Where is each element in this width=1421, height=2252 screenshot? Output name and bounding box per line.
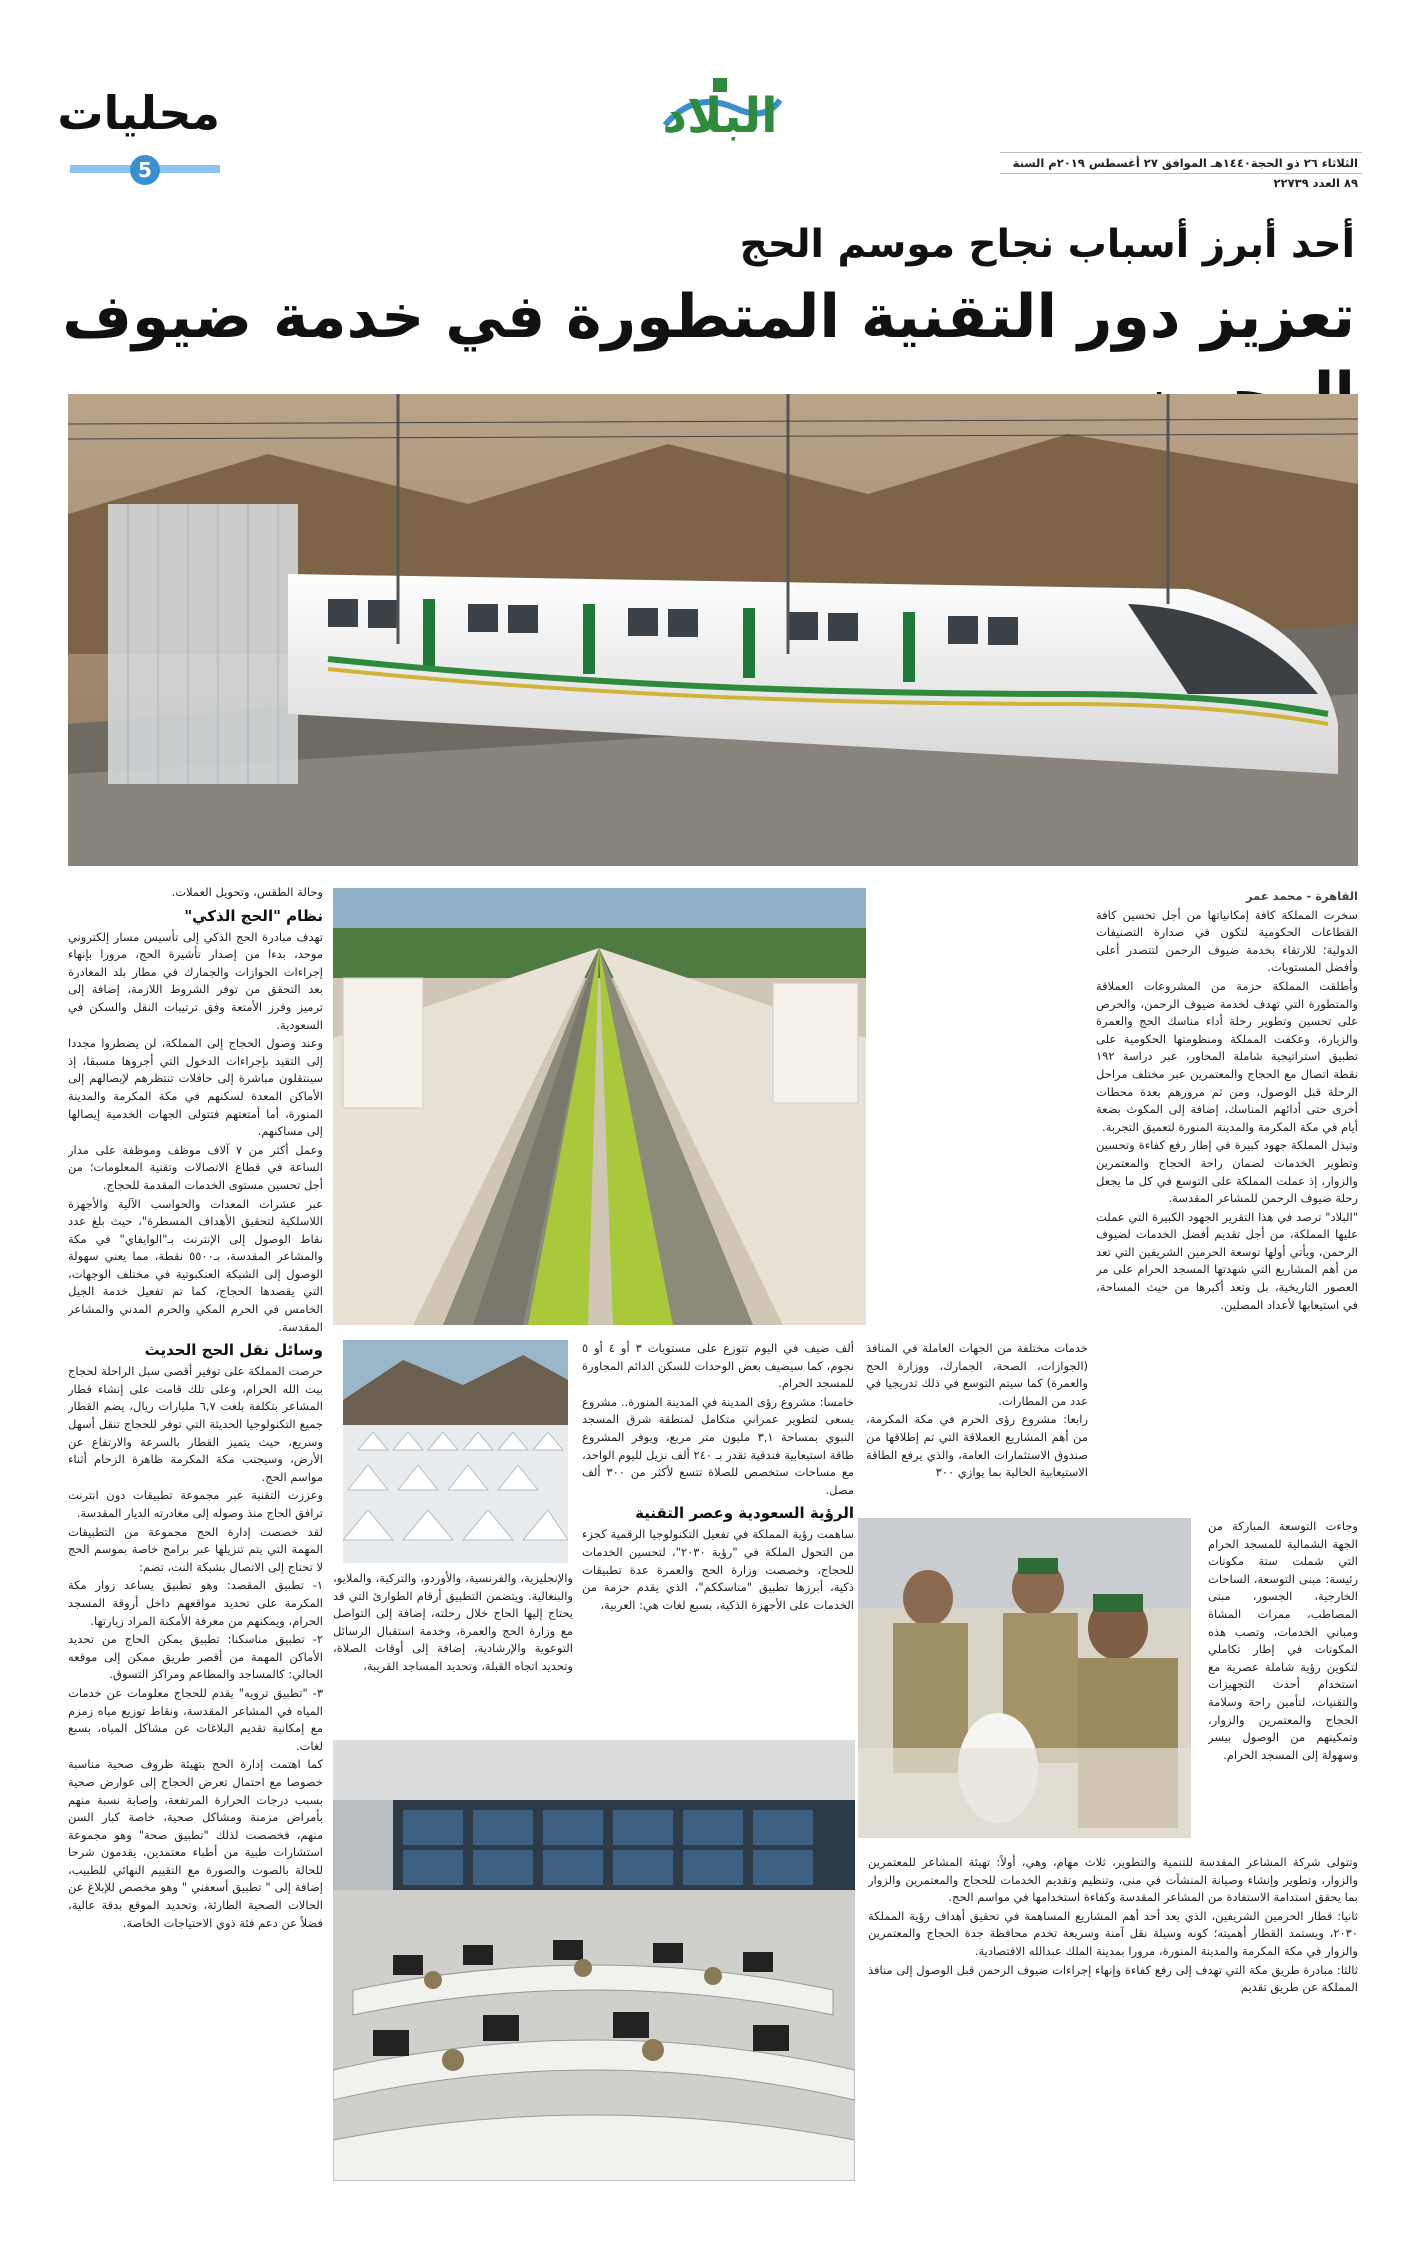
article-column-2: [866, 1340, 1088, 1518]
article-kicker: أحد أبرز أسباب نجاح موسم الحج: [739, 222, 1355, 267]
page-number: 5: [138, 158, 152, 182]
col1-paragraph: ثانيا: قطار الحرمين الشريفين، الذي يعد أحد أهم المشاريع المساهمة في تحقيق أهداف رؤية المملكة ٢٠٣٠، ويستمد القطار أهميته؛ كونه وسيلة نقل آمنة وسريعة تخدم محافظة جدة الحجاج والمعتمرين والزوار في مكة المكرمة والمدينة المنورة، مرورا بمدينة الملك عبدالله الاقتصادية.: [868, 1908, 1358, 1958]
article-headline: تعزيز دور التقنية المتطورة في خدمة ضيوف: [62, 282, 1355, 352]
col5-paragraph: عبر عشرات المعدات والحواسب الآلية والأجهزة اللاسلكية لتحقيق الأهداف المسطرة"، حيث بلغ عدد نقاط الوصول إلى الإنترنت بـ"الوايفاي" في مكة والمشاعر المقدسة، بـ٥٥٠٠ نقطة، مما يعني سهولة الوصول إلى الشبكة العنكبوتية في مختلف الوجهات، التي يقصدها الحجاج، كما تم تفعيل خدمة الجيل الخامس في الحرم المكي والحرم المدني والمشاعر المقدسة.: [68, 1196, 323, 1334]
col3-paragraph: ساهمت رؤية المملكة في تفعيل التكنولوجيا الرقمية كجزء من التحول الملكة في "رؤية ٢٠٣٠"، لتحسين الخدمات للحجاج، وخصصت وزارة الحج والعمرة عدة تطبيقات ذكية، أبرزها تطبيق "مناسككم"، الذي يقدم حزمة من الخدمات على الأجهزة الذكية، بسبع لغات هي: العربية،: [582, 1527, 854, 1612]
col5-paragraph: ٣- "تطبيق ترويه" يقدم للحجاج معلومات عن خدمات المياه في المشاعر المقدسة، ونقاط توزيع مياه زمزم مع إمكانية تقديم البلاغات عن مشاكل المياه، بسبع لغات.: [68, 1685, 323, 1753]
col4-paragraph: والإنجليزية، والفرنسية، والأوردو، والتركية، والملايو، والبنغالية. ويتضمن التطبيق أرقام الطوارئ التي قد يحتاج إليها الحاج خلال رحلته، إضافة إلى التواصل مع وزارة الحج والعمرة، وخدمة استقبال الرسائل التوعوية والإرشادية، إضافة إلى أوقات الصلاة، وتحديد اتجاه القبلة، وتحديد المساجد القريبة،: [333, 1571, 573, 1673]
article-column-1-bottom: [868, 1854, 1358, 2189]
date-line: الثلاثاء ٢٦ ذو الحجة١٤٤٠هـ الموافق ٢٧ أغسطس ٢٠١٩م السنة ٨٩ العدد ٢٢٧٣٩: [1000, 152, 1362, 174]
col5-paragraph: تهدف مبادرة الحج الذكي إلى تأسيس مسار إلكتروني موحد، بدءا من إصدار تأشيرة الحج، مرورا بإنهاء إجراءات الجوازات والجمارك في مطار بلد المغادرة بعد التحقق من توفر الشروط اللازمة، إضافة إلى ترميز وفرز الأمتعة وفق ترتيبات النقل والسكن في السعودية.: [68, 929, 323, 1032]
control-room-photo: [333, 1740, 855, 2181]
col1-paragraph: وتبذل المملكة جهود كبيرة في إطار رفع كفاءة وتحسين وتطوير الخدمات لضمان راحة الحجاج والمعتمرين والزوار، إذ عملت المملكة على التوسع في كل ما يجعل رحلة ضيوف الرحمن للمشاعر المقدسة.: [1096, 1138, 1358, 1206]
col2-paragraph: خدمات مختلفة من الجهات العاملة في المنافذ (الجوازات، الصحة، الجمارك، ووزارة الحج والعمرة) كما سيتم التوسع في ذلك تدريجيا في عدد من المطارات.: [866, 1341, 1088, 1408]
section-header: [57, 85, 220, 185]
logo-text: البلاد: [662, 88, 778, 144]
station-trains-photo: [333, 888, 866, 1325]
col5-paragraph: وعززت التقنية عبر مجموعة تطبيقات دون انترنت ترافق الحاج منذ وصوله إلى مغادرته الديار المقدسة.: [68, 1488, 323, 1520]
article-column-5: [68, 884, 323, 2189]
col5-paragraph: ٢- تطبيق مناسكنا: تطبيق يمكن الحاج من تحديد الأماكن المهمة من أقصر طريق ممكن إلى موقعه الحالي: كالمساجد والمطاعم ومراكز التسوق.: [68, 1632, 323, 1682]
col5-paragraph: حرصت المملكة على توفير أقصى سبل الراحلة لحجاج بيت الله الحرام، وعلى تلك قامت على إنشاء قطار المشاعر بتكلفة بلغت ٦,٧ مليارات ريال، يضم القطار جميع التكنولوجيا الحديثة التي توفر للحجاج تنقل أسهل وسريع، حيث يتميز القطار بالسرعة والارتفاع عن الأرض، وسيجنب مكة المكرمة ظاهرة الزحام أثناء مواسم الحج.: [68, 1364, 323, 1484]
col1-paragraph: وأطلقت المملكة حزمة من المشروعات العملاقة والمتطورة التي تهدف لخدمة ضيوف الرحمن، والحرص على تحسين وتطوير رحلة أداء مناسك الحج والعمرة والزيارة، وعكفت المملكة ومنظومتها الحكومية على تطبيق استراتيجية شاملة المحاور، عبر دراسة ١٩٢ نقطة اتصال مع الحجاج والمعتمرين عبر مختلف مراحل الرحلة قبل الوصول، ومن ثم مرورهم بعدة محطات أخرى حتى أدائهم المناسك، إضافة إلى المكوث بضعة أيام في مكة المكرمة والمدينة المنورة لتعميق التجربة.: [1096, 978, 1358, 1134]
section-title: محليات: [57, 86, 220, 140]
security-officers-photo: [858, 1518, 1191, 1838]
subhead-vision: الرؤية السعودية وعصر التقنية: [635, 1504, 854, 1523]
subhead-smart-hajj: نظام "الحج الذكي": [184, 906, 323, 925]
article-column-1: [1096, 888, 1358, 1518]
col5-paragraph: وعمل أكثر من ٧ آلاف موظف وموظفة على مدار الساعة في قطاع الاتصالات وتقنية المعلومات؛ من أجل تحسين مستوى الخدمات المقدمة للحجاج.: [68, 1142, 323, 1192]
col1-paragraph: وجاءت التوسعة المباركة من الجهة الشمالية للمسجد الحرام التي شملت ستة مكونات رئيسة: مبنى التوسعة، الساحات الخارجية، الجسور، مبنى المصاطب، ممرات المشاة ومباني الخدمات، وتصب هذه المكونات في إطار تكاملي لتكوين رؤية شاملة عصرية مع استخدام أحدث التجهيزات والتقنيات، لتأمين راحة وسلامة الحجاج والمعتمرين والزوار، وتمكينهم من الوصول بيسر وسهولة إلى المسجد الحرام.: [1208, 1519, 1358, 1762]
col5-paragraph: ١- تطبيق المقصد: وهو تطبيق يساعد زوار مكة المكرمة على تحديد مواقعهم داخل أروقة المسجد الحرام، ويمكنهم من معرفة الأمكنة المراد زيارتها.: [68, 1578, 323, 1628]
col5-paragraph: كما اهتمت إدارة الحج بتهيئة ظروف صحية مناسبة خصوصا مع احتمال تعرض الحجاج إلى عوارض صحية بسبب درجات الحرارة المرتفعة، وإصابة نسبة منهم بأمراض مزمنة ومشاكل صحية، خاصة كبار السن منهم، فخصصت لذلك "تطبيق صحة" وهو مجموعة استشارات طبية من أطباء معتمدين، يقدمون شرحا للحالة بالصوت والصورة مع التقييم النهائي للطبيب، إضافة إلى " تطبيق أسعفني " وهو مخصص للإبلاغ عن الحالات الصحية الطارئة، وتحديد الموقع بدقة عالية، فضلاً عن دعم فئة ذوي الاحتياجات الخاصة.: [68, 1757, 323, 1930]
mina-tents-photo: [343, 1340, 568, 1563]
main-train-photo: [68, 394, 1358, 866]
col1-paragraph: وتتولى شركة المشاعر المقدسة للتنمية والتطوير، ثلاث مهام، وهي، أولاً: تهيئة المشاعر للمعتمرين والزوار، وتطوير وإنشاء وصيانة المنشآت في منى، وتنظيم وتقديم الخدمات للحجاج والمعتمرين والزوار بما يحقق استدامة الاستفادة من المشاعر المقدسة وكفاءة استخدامها في مواسم الحج.: [868, 1855, 1358, 1905]
article-byline: القاهرة - محمد عمر: [1245, 889, 1358, 903]
col2-paragraph: رابعا: مشروع رؤى الحرم في مكة المكرمة، من أهم المشاريع العملاقة التي تم إطلاقها من صندوق الاستثمارات العامة، والذي يرفع الطاقة الاستيعابية الحالية بما يوازي ٣٠٠: [866, 1412, 1088, 1480]
page-number-badge: [130, 155, 160, 185]
col5-paragraph: لقد خصصت إدارة الحج مجموعة من التطبيقات المهمة التي يتم تنزيلها عبر برامج خاصة بموسم الحج لا تحتاج إلى الاتصال بشبكة النت، تضم:: [68, 1524, 323, 1574]
article-column-3: [582, 1340, 854, 1740]
article-column-1-narrow: [1208, 1518, 1358, 1854]
col5-intro: وحالة الطقس، وتحويل العملات.: [171, 885, 323, 899]
newspaper-logo: [655, 70, 785, 150]
article-column-4: [333, 1570, 573, 1740]
col1-paragraph: سخرت المملكة كافة إمكانياتها من أجل تحسين كافة القطاعات الحكومية لتكون في صدارة التصنيفات الدولية؛ للارتقاء بخدمة ضيوف الرحمن لتتصدر أعلى وأفضل المستويات.: [1096, 907, 1358, 975]
col1-paragraph: "البلاد" ترصد في هذا التقرير الجهود الكبيرة التي عملت عليها المملكة، من أجل تقديم أفضل الخدمات لضيوف الرحمن، ويأتي أولها توسعة الحرمين الشريفين التي تعد من أهم المشاريع التي شهدتها المسجد الحرام على مر العصور التاريخية، بل وتعد أكبرها من حيث المساحة، في استيعابها لأعداد المصلين.: [1096, 1209, 1358, 1312]
col3-paragraph: خامسا: مشروع رؤى المدينة في المدينة المنورة.. مشروع يسعى لتطوير عمراني متكامل لمنطقة شرق المسجد النبوي بمساحة ٣,١ مليون متر مربع، ويوفر المشروع طاقة استيعابية فندقية تقدر بـ ٢٤٠ ألف نزيل لليوم الواحد، مع مساحات ستخصص للصلاة تتسع لأكثر من ٣٠٠ ألف مصل.: [582, 1394, 854, 1497]
subhead-transport: وسائل نقل الحج الحديث: [144, 1341, 323, 1360]
col5-paragraph: وعند وصول الحجاج إلى المملكة، لن يضطروا مجددا إلى التقيد بإجراءات الدخول التي أجروها مسبقا، إذ سينتقلون مباشرة إلى حافلات تنتظرهم لإيصالهم إلى الأماكن المعدة لسكنهم في مكة المكرمة والمدينة المنورة، أما أمتعتهم فتتولى الجهات الخدمية إيصالها إلى مساكنهم.: [68, 1036, 323, 1139]
col3-paragraph: ألف ضيف في اليوم تتوزع على مستويات ٣ أو ٤ أو ٥ نجوم، كما سيضيف بعض الوحدات للسكن الدائم المجاورة للمسجد الحرام.: [582, 1341, 854, 1391]
col1-paragraph: ثالثا: مبادرة طريق مكة التي تهدف إلى رفع كفاءة وإنهاء إجراءات ضيوف الرحمن قبل الوصول إلى منافذ المملكة عن طريق تقديم: [868, 1962, 1358, 1995]
